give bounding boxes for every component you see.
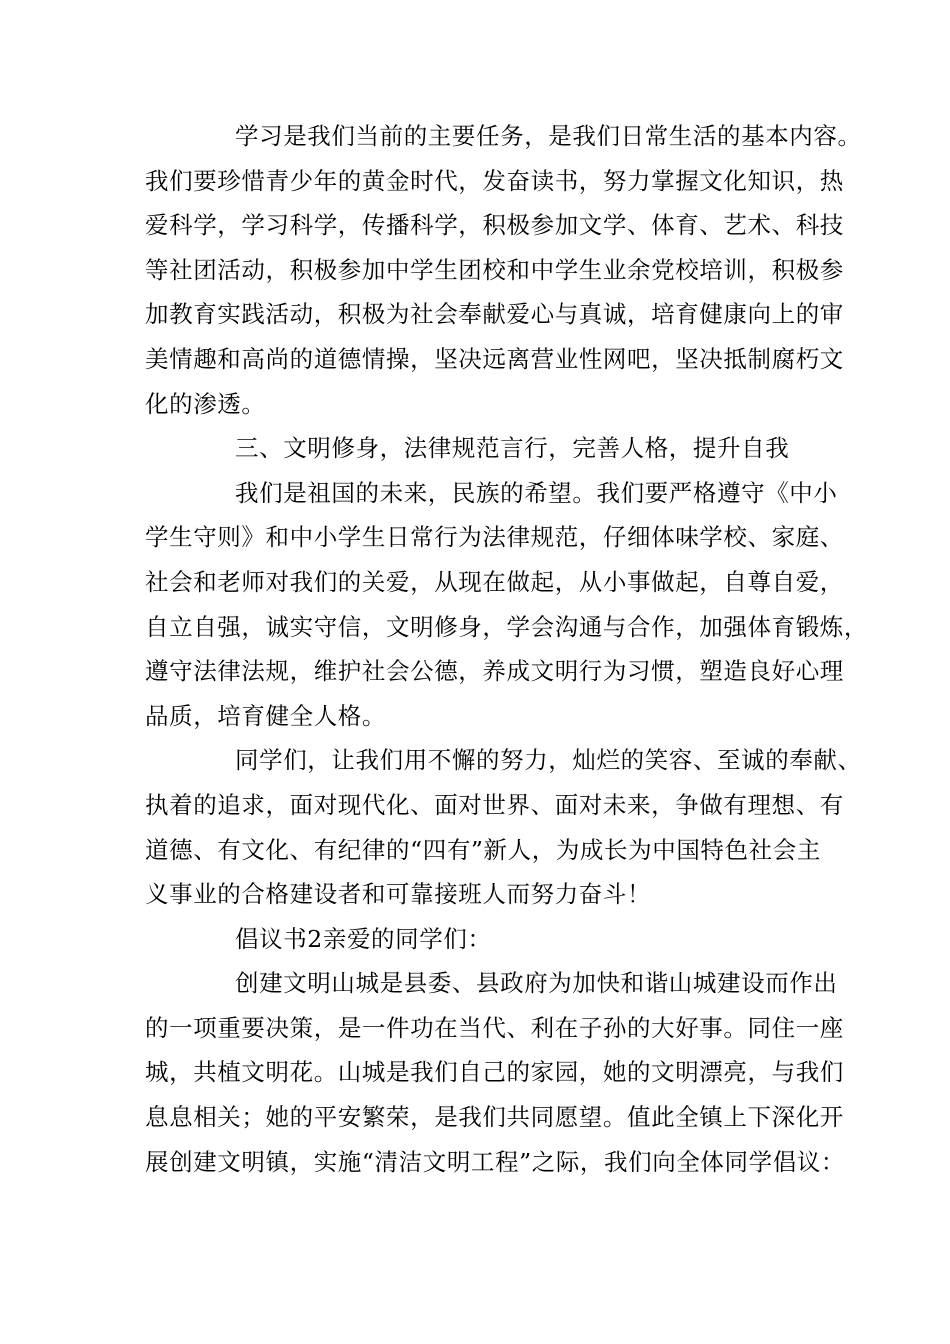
- paragraph-line: 城，共植文明花。山城是我们自己的家园，她的文明漂亮，与我们: [145, 1058, 844, 1087]
- paragraph-line: 道德、有文化、有纪律的“四有”新人，为成长为中国特色社会主: [145, 835, 821, 864]
- paragraph-first-line: 学习是我们当前的主要任务，是我们日常生活的基本内容。: [235, 122, 862, 150]
- paragraph-line: 的一项重要决策，是一件功在当代、利在子孙的大好事。同住一座: [145, 1013, 844, 1042]
- paragraph-first-line: 我们是祖国的未来，民族的希望。我们要严格遵守《中小: [235, 478, 838, 507]
- paragraph-line: 加教育实践活动，积极为社会奉献爱心与真诚，培育健康向上的审: [145, 300, 844, 329]
- paragraph-line: 等社团活动，积极参加中学生团校和中学生业余党校培训，积极参: [145, 255, 844, 284]
- paragraph-line: 品质，培育健全人格。: [145, 701, 386, 730]
- paragraph-line: 社会和老师对我们的关爱，从现在做起，从小事做起，自尊自爱，: [145, 567, 844, 596]
- paragraph-line: 息息相关；她的平安繁荣，是我们共同愿望。值此全镇上下深化开: [145, 1103, 844, 1132]
- paragraph-line: 自立自强，诚实守信，文明修身，学会沟通与合作，加强体育锻炼，: [145, 612, 868, 641]
- paragraph-line: 展创建文明镇，实施“清洁文明工程”之际，我们向全体同学倡议：: [145, 1147, 846, 1176]
- paragraph-line: 爱科学，学习科学，传播科学，积极参加文学、体育、艺术、科技: [145, 211, 844, 240]
- paragraph-line: 义事业的合格建设者和可靠接班人而努力奋斗！: [145, 880, 652, 909]
- paragraph-first-line: 倡议书2亲爱的同学们：: [235, 924, 492, 953]
- paragraph-first-line: 三、文明修身，法律规范言行，完善人格，提升自我: [235, 434, 790, 463]
- paragraph-line: 化的渗透。: [145, 389, 266, 418]
- paragraph-line: 美情趣和高尚的道德情操，坚决远离营业性网吧，坚决抵制腐朽文: [145, 344, 844, 373]
- paragraph-line: 执着的追求，面对现代化、面对世界、面对未来，争做有理想、有: [145, 790, 844, 819]
- paragraph-line: 遵守法律法规，维护社会公德，养成文明行为习惯，塑造良好心理: [145, 657, 844, 686]
- paragraph-line: 学生守则》和中小学生日常行为法律规范，仔细体味学校、家庭、: [145, 523, 844, 552]
- paragraph-first-line: 同学们，让我们用不懈的努力，灿烂的笑容、至诚的奉献、: [235, 746, 862, 775]
- paragraph-line: 我们要珍惜青少年的黄金时代，发奋读书，努力掌握文化知识，热: [145, 166, 844, 195]
- document-body: [145, 114, 868, 1184]
- paragraph-first-line: 创建文明山城是县委、县政府为加快和谐山城建设而作出: [235, 969, 838, 998]
